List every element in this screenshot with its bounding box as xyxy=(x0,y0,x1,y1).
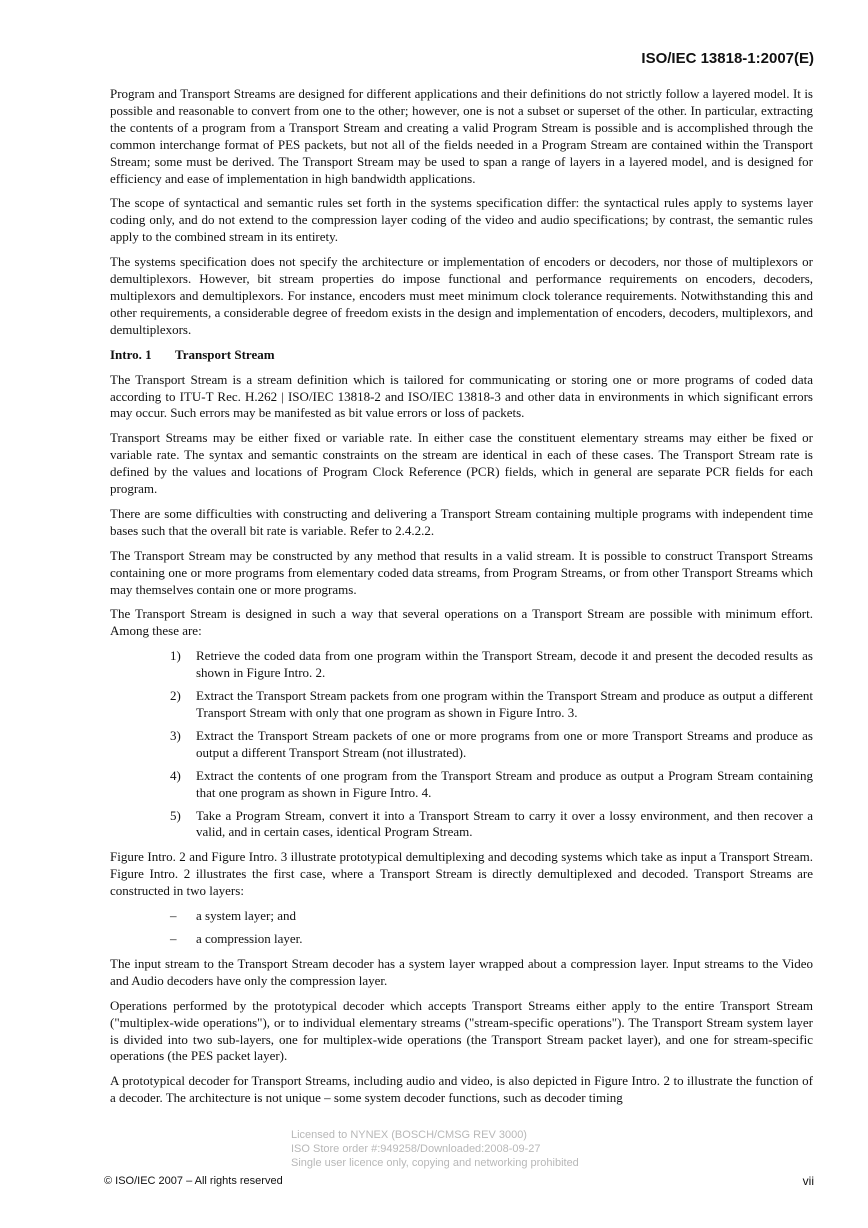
list-marker: 4) xyxy=(170,767,181,783)
paragraph: Program and Transport Streams are designed for different applications and their definitions do not strictly follow a layered model. It is possible and reasonable to convert from one to the other; however, one is not a subset or superset of the other. In particular, extracting the contents of a program from a Transport Stream and creating a valid Program Stream is possible and is accomplished through the common interchange format of PES packets, but not all of the fields needed in a Program Stream are contained within the Transport Stream; some must be derived. The Transport Stream may be used to span a range of layers in a layered model, and is designed for efficiency and ease of implementation in high bandwidth applications. xyxy=(110,86,813,186)
paragraph: There are some difficulties with constructing and delivering a Transport Stream containing multiple programs with independent time bases such that the overall bit rate is variable. Refer to 2.4.2.2. xyxy=(110,505,813,538)
list-marker: 3) xyxy=(170,727,181,743)
list-marker: 1) xyxy=(170,648,181,664)
layers-list xyxy=(110,908,813,948)
list-marker: 2) xyxy=(170,688,181,704)
section-number: Intro. 1 xyxy=(110,346,152,362)
paragraph: Operations performed by the prototypical decoder which accepts Transport Streams either apply to the entire Transport Stream ("multiplex-wide operations"), or to individual elementary streams ("stream-specific operations"). The Transport Stream system layer is divided into two sub-layers, one for multiplex-wide operations (the Transport Stream packet layer), and one for stream-specific operations (the PES packet layer). xyxy=(110,997,813,1064)
list-item xyxy=(110,808,813,842)
list-item xyxy=(110,768,813,802)
list-item xyxy=(110,728,813,762)
list-item xyxy=(110,908,813,925)
list-marker: – xyxy=(170,930,177,946)
document-header-title: ISO/IEC 13818-1:2007(E) xyxy=(641,50,814,67)
footer-copyright: © ISO/IEC 2007 – All rights reserved xyxy=(104,1175,283,1187)
list-item xyxy=(110,931,813,948)
list-item-text: a system layer; and xyxy=(196,908,296,924)
list-item-text: Extract the contents of one program from the Transport Stream and produce as output a Program Stream containing that one program as shown in Figure Intro. 4. xyxy=(196,767,813,800)
list-marker: – xyxy=(170,908,177,924)
list-item-text: a compression layer. xyxy=(196,930,303,946)
section-title: Transport Stream xyxy=(175,346,275,362)
watermark-line: Licensed to NYNEX (BOSCH/CMSG REV 3000) xyxy=(291,1129,527,1141)
document-body xyxy=(110,86,813,1115)
footer-page-number: vii xyxy=(802,1174,814,1188)
paragraph: The scope of syntactical and semantic rules set forth in the systems specification differ: the syntactical rules apply to systems layer coding only, and do not extend to the compression layer coding of the video and audio specifications; by contrast, the semantic rules apply to the combined stream in its entirety. xyxy=(110,195,813,245)
paragraph: A prototypical decoder for Transport Streams, including audio and video, is also depicted in Figure Intro. 2 to illustrate the function of a decoder. The architecture is not unique – some system decoder functions, such as decoder timing xyxy=(110,1073,813,1106)
list-item-text: Extract the Transport Stream packets from one program within the Transport Stream and produce as output a different Transport Stream with only that one program as shown in Figure Intro. 3. xyxy=(196,688,813,720)
paragraph: The Transport Stream is a stream definition which is tailored for communicating or storing one or more programs of coded data according to ITU-T Rec. H.262 | ISO/IEC 13818-2 and ISO/IEC 13818-3 and other data in environments in which significant errors may occur. Such errors may be manifested as bit value errors or loss of packets. xyxy=(110,371,813,421)
section-heading xyxy=(110,347,813,364)
paragraph: The systems specification does not specify the architecture or implementation of encoders or decoders, nor those of multiplexors or demultiplexors. However, bit stream properties do impose functional and performance requirements on encoders, decoders, multiplexors and demultiplexors. For instance, encoders must meet minimum clock tolerance requirements. Notwithstanding this and other requirements, a considerable degree of freedom exists in the design and implementation of encoders, decoders, multiplexors, and demultiplexors. xyxy=(110,254,813,337)
watermark-line: Single user licence only, copying and networking prohibited xyxy=(291,1157,579,1169)
list-item xyxy=(110,688,813,722)
paragraph: The Transport Stream is designed in such a way that several operations on a Transport Stream are possible with minimum effort. Among these are: xyxy=(110,606,813,639)
list-item-text: Extract the Transport Stream packets of one or more programs from one or more Transport Streams and produce as output a different Transport Stream (not illustrated). xyxy=(196,727,813,760)
list-marker: 5) xyxy=(170,807,181,823)
paragraph: Figure Intro. 2 and Figure Intro. 3 illustrate prototypical demultiplexing and decoding systems which take as input a Transport Stream. Figure Intro. 2 illustrates the first case, where a Transport Stream is directly demultiplexed and decoded. Transport Streams are constructed in two layers: xyxy=(110,849,813,899)
paragraph: Transport Streams may be either fixed or variable rate. In either case the constituent elementary streams may either be fixed or variable rate. The syntax and semantic constraints on the stream are identical in each of these cases. The Transport Stream rate is defined by the values and locations of Program Clock Reference (PCR) fields, which in general are separate PCR fields for each program. xyxy=(110,430,813,497)
paragraph: The Transport Stream may be constructed by any method that results in a valid stream. It is possible to construct Transport Streams containing one or more programs from elementary coded data streams, from Program Streams, or from other Transport Streams which may themselves contain one or more programs. xyxy=(110,547,813,597)
watermark-line: ISO Store order #:949258/Downloaded:2008-09-27 xyxy=(291,1143,541,1155)
list-item xyxy=(110,648,813,682)
licence-watermark xyxy=(291,1128,651,1170)
operations-list xyxy=(110,648,813,841)
paragraph: The input stream to the Transport Stream decoder has a system layer wrapped about a compression layer. Input streams to the Video and Audio decoders have only the compression layer. xyxy=(110,955,813,988)
list-item-text: Take a Program Stream, convert it into a Transport Stream to carry it over a lossy environment, and then recover a valid, and in certain cases, identical Program Stream. xyxy=(196,807,813,840)
list-item-text: Retrieve the coded data from one program within the Transport Stream, decode it and present the decoded results as shown in Figure Intro. 2. xyxy=(196,648,813,681)
